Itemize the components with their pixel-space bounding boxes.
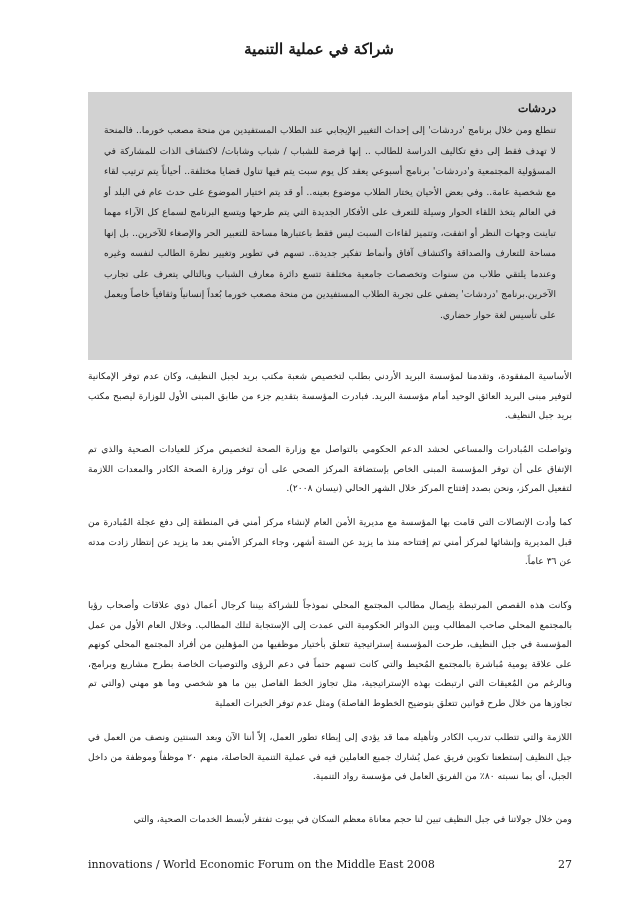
paragraph-1: الأساسية المفقودة، وتقدمنا لمؤسسة البريد الأردني بطلب لتخصيص شعبة مكتب بريد لجبل النظيف، وكان عدم توفر الإمكانية لتوفير مبنى البريد العائق الوحيد أمام مؤسسة البريد. فبادرت المؤسسة بتقديم جزء من طابق المبنى الأول للوزارة ليصبح مكتب بريد جبل النظيف. bbox=[88, 371, 572, 422]
footer-publication: innovations / World Economic Forum on the Middle East 2008 bbox=[88, 858, 435, 871]
paragraph-3: كما وأدت الإتصالات التي قامت بها المؤسسة مع مديرية الأمن العام لإنشاء مركز أمني في المنطقة إلى دفع عجلة المُبادرة من قبل المديرية وإنشائها لمركز أمني تم إفتتاحه منذ ما يزيد عن الستة أشهر، وجاء المركز الأمني بعد ما يزيد عن إنتظار زادت مدته عن ٣٦ عاماً. bbox=[88, 517, 572, 568]
sidebar-box bbox=[88, 92, 572, 360]
paragraph-4: وكانت هذه القصص المرتبطة بإيصال مطالب المجتمع المحلي نموذجاً للشراكة بيننا كرجال أعمال ذوي علاقات وأصحاب رؤيا بالمجتمع المحلي صاحب المطالب وبين الدوائر الحكومية التي عمدت إلى الإستجابة لتلك المطالب. وخلال العام الأول من عمل المؤسسة في جبل النظيف، طرحت المؤسسة إستراتيجية تتعلق بأختيار موظفيها من المؤهلين من أفراد المجتمع المحلي كونهم على علاقة يومية مُباشرة بالمجتمع المُحيط والتي كانت تسهم حتماً في دعم الرؤى والتوصيات الخاصة بطرح مشاريع وبرامج، وبالرغم من المُعيقات التي ارتبطت بهذه الإستراتيجية، مثل تجاوز الخط الفاصل بين ما هو شخصي وما هو مهني (والتي تم تجاوزها من خلال طرح قوانين تتعلق بتوضيح الخطوط الفاصلة) ومثل عدم توفر الخبرات العملية bbox=[88, 600, 572, 709]
paragraph-2: وتواصلت المُبادرات والمساعي لحشد الدعم الحكومي بالتواصل مع وزارة الصحة لتخصيص مركز للعيادات الصحية والذي تم الإتفاق على أن توفر المؤسسة المبنى الخاص بإستضافة المركز الصحي على أن توفر وزارة الصحة الكادر والمعدات اللازمة لتفعيل المركز، ونحن بصدد إفتتاح المركز خلال الشهر الحالي (نيسان ٢٠٠٨). bbox=[88, 444, 572, 495]
box-text: تنطلع ومن خلال برنامج 'دردشات' إلى إحداث التغيير الإيجابي عند الطلاب المستفيدين من منحة مصعب خورما.. فالمنحة لا تهدف فقط إلى دفع تكاليف الدراسة للطالب .. إنها فرصة للشباب / شباب وشابات/ لاكتشاف الذات للمشاركة في المسؤولية المجتمعية و'دردشات' برنامج أسبوعي يعقد كل يوم سبت يتم فيها تناول قضايا مختلفة.. أحياناً يتم ترتيب لقاء مع شخصية عامة.. وفي بعض الأحيان يختار الطلاب موضوع بعينه.. أو قد يتم اختيار الموضوع على حدث عام في البلد أو في العالم يتخذ اللقاء الحوار وسيلة للتعرف على الأفكار الجديدة التي يتم طرحها ويتسع البرنامج لسماع كل الآراء مهما تباينت وجهات النظر أو اتفقت، وتتميز لقاءات السبت ليس فقط باعتبارها مساحة للتعبير الحر والإصغاء للآخرين.. بل إنها مساحة للتعارف والصداقة واكتشاف آفاق وأنماط تفكير جديدة.. تسهم في تطوير وتغيير نظرة الطالب لنفسه وغيره وعندما يلتقي طلاب من سنوات وتخصصات جامعية مختلفة تتسع دائرة معارف الشباب وبالتالي يتعرف على تجارب الآخرين.برنامج 'دردشات' يضفي على تجربة الطلاب المستفيدين من منحة مصعب خورما بُعداً إنسانياً وثقافياً خاصاً ويعمل على تأسيس لغة حوار حضاري. bbox=[104, 125, 556, 321]
paragraph-6: ومن خلال جولاتنا في جبل النظيف تبين لنا حجم معاناة معظم السكان في بيوت تفتقر لأبسط الخدمات الصحية، والتي bbox=[133, 814, 572, 825]
box-heading: دردشات bbox=[517, 102, 556, 115]
page-title: شراكة في عملية التنمية bbox=[244, 40, 394, 58]
page-number: 27 bbox=[558, 858, 572, 871]
page-footer bbox=[88, 858, 572, 874]
paragraph-5: اللازمة والتي تتطلب تدريب الكادر وتأهيله مما قد يؤدي إلى إبطاء تطور العمل، إلاّ أننا الآن وبعد السنتين ونصف من العمل في جبل النظيف إستطعنا تكوين فريق عمل يُشارك جميع العاملين فيه في عملية التنمية الحاصلة، منهم ٢٠ موظفاً وموظفة من داخل الجبل، أي بما نسبته ٨٠٪ من الفريق العامل في مؤسسة رواد التنمية. bbox=[88, 732, 572, 783]
